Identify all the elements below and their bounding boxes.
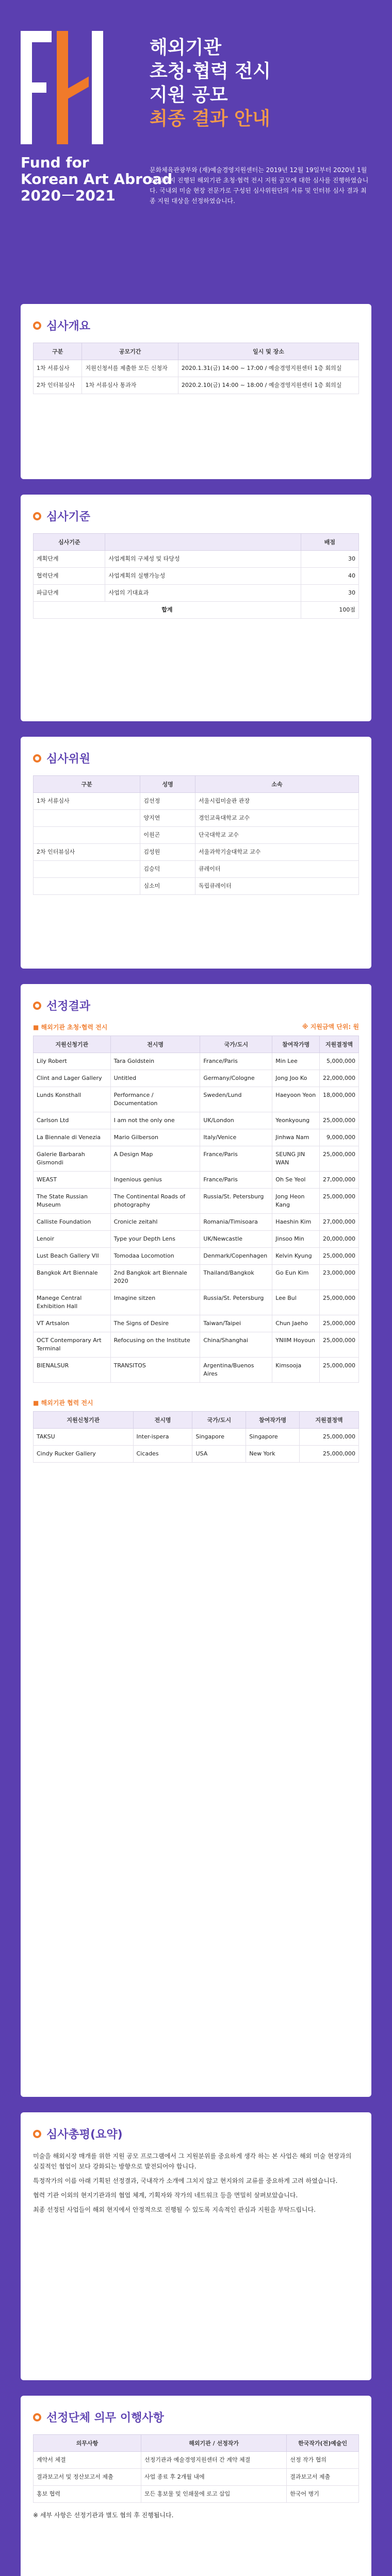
overview-table xyxy=(33,343,359,394)
jury-table xyxy=(33,775,359,895)
table-row: Bangkok Art Biennale 2nd Bangkok art Biennale 2020 Thailand/Bangkok Go Eun Kim 23,000,000 xyxy=(34,1265,359,1290)
table-header: 구분 xyxy=(34,776,140,793)
table-row: 홍보 협력 모든 홍보물 및 인쇄물에 로고 삽입 한국어 병기 xyxy=(34,2486,359,2503)
table-header: 배점 xyxy=(301,534,358,551)
table-row: Manege Central Exhibition Hall Imagine sitzen Russia/St. Petersburg Lee Bul 25,000,000 xyxy=(34,1290,359,1315)
table-row: TAKSU Inter-ispera Singapore Singapore 25,000,000 xyxy=(34,1429,359,1446)
table-row: Carlson Ltd I am not the only one UK/London Yeonkyoung 25,000,000 xyxy=(34,1112,359,1129)
table-row: 1차 서류심사 지원신청서를 제출한 모든 신청자 2020.1.31(금) 14:00 ~ 17:00 / 예술경영지원센터 1층 회의실 xyxy=(34,360,359,377)
section-obligations xyxy=(21,2396,371,2576)
results-subtitle: ■ 해외기관 초청·협력 전시 xyxy=(33,1024,108,1031)
table-row: Clint and Lager Gallery Untitled Germany/Cologne Jong Joo Ko 22,000,000 xyxy=(34,1070,359,1087)
table-header: 해외기관 / 선정작가 xyxy=(141,2435,287,2452)
table-row: 결과보고서 및 정산보고서 제출 사업 종료 후 2개월 내에 결과보고서 제출 xyxy=(34,2469,359,2486)
intro-text: 문화체육관광부와 (재)예술경영지원센터는 2019년 12월 19일부터 2020년 1월 23일까지 진행된 해외기관 초청·협력 전시 지원 공모에 대한 심사를 진행하였습니다. 국내외 미술 현장 전문가로 구성된 심사위원단의 서류 및 인터뷰 심사 결과 최종 지원 대상을 선정하였습니다. xyxy=(150,166,369,205)
table-row: Galerie Barbarah Gismondi A Design Map France/Paris SEUNG JIN WAN 25,000,000 xyxy=(34,1146,359,1172)
summary-text: 특정작가의 이름 아래 기획된 선정결과, 국내작가 소개에 그치지 않고 현지와의 교류를 중요하게 고려 하였습니다. xyxy=(33,2177,338,2184)
table-header: 전시명 xyxy=(133,1412,192,1429)
title-line-3: 지원 공모 xyxy=(150,84,228,106)
bullet-icon xyxy=(33,1002,41,1010)
results-table xyxy=(33,1036,359,1383)
table-row: Lenoir Type your Depth Lens UK/Newcastle Jinsoo Min 20,000,000 xyxy=(34,1231,359,1248)
summary-text: 최종 선정된 사업들이 해외 현지에서 안정적으로 진행될 수 있도록 지속적인 관심과 지원을 부탁드립니다. xyxy=(33,2206,316,2213)
table-row: 2차 인터뷰심사 1차 서류심사 통과자 2020.2.10(금) 14:00 ~ 18:00 / 예술경영지원센터 1층 회의실 xyxy=(34,377,359,394)
section-title: 선정결과 xyxy=(46,1000,91,1013)
bullet-icon xyxy=(33,512,41,520)
bullet-icon xyxy=(33,754,41,762)
section-title: 심사기준 xyxy=(46,511,91,523)
table-row: La Biennale di Venezia Mario Gilberson Italy/Venice Jinhwa Nam 9,000,000 xyxy=(34,1129,359,1146)
table-row: 1차 서류심사 김선정 서울시립미술관 관장 xyxy=(34,793,359,810)
summary-text: 미술을 해외시장 매개를 위한 지원 공모 프로그램에서 그 지원분위를 중요하게 생각 하는 본 사업은 해외 미술 현장과의 실질적인 협업이 보다 강화되는 방향으로 발전되어야 합니다. xyxy=(33,2153,352,2170)
table-header: 지원결정액 xyxy=(319,1036,358,1053)
title-line-2: 초청·협력 전시 xyxy=(150,61,271,82)
unit-note: ※ 지원금액 단위: 원 xyxy=(302,1023,359,1030)
section-title: 심사위원 xyxy=(46,753,91,766)
table-row: Calliste Foundation Cronicle zeitahl Romania/Timisoara Haeshin Kim 27,000,000 xyxy=(34,1214,359,1231)
fund-title: Fund for Korean Art Abroad 2020－2021 xyxy=(21,154,173,204)
table-row: VT Artsalon The Signs of Desire Taiwan/Taipei Chun Jaeho 25,000,000 xyxy=(34,1315,359,1332)
section-title: 심사총평(요약) xyxy=(46,2128,123,2141)
obligation-note: ※ 세부 사항은 선정기관과 별도 협의 후 진행됩니다. xyxy=(33,2512,174,2519)
section-criteria xyxy=(21,495,371,721)
table-header: 구분 xyxy=(34,343,82,360)
table-row: Lust Beach Gallery VII Tomodaa Locomotion Denmark/Copenhagen Kelvin Kyung 25,000,000 xyxy=(34,1248,359,1265)
table-row: 양지연 경인교육대학교 교수 xyxy=(34,810,359,827)
table-header xyxy=(105,534,301,551)
table-row: The State Russian Museum The Continental Roads of photography Russia/St. Petersburg Jong Heon Kang 25,000,000 xyxy=(34,1189,359,1214)
table-header: 소속 xyxy=(195,776,359,793)
section-title: 심사개요 xyxy=(46,320,91,333)
table-row: 김승덕 큐레이터 xyxy=(34,861,359,878)
title-block xyxy=(150,36,271,131)
table-header: 참여작가명 xyxy=(246,1412,300,1429)
title-line-4: 최종 결과 안내 xyxy=(150,108,270,129)
table-row: 계획단계 사업계획의 구체성 및 타당성 30 xyxy=(34,551,359,568)
table-header: 공모기간 xyxy=(82,343,178,360)
section-title: 선정단체 의무 이행사항 xyxy=(46,2412,164,2425)
table-row: 2차 인터뷰심사 김성원 서울과학기술대학교 교수 xyxy=(34,844,359,861)
criteria-table xyxy=(33,533,359,619)
table-row: OCT Contemporary Art Terminal Refocusing on the Institute China/Shanghai YNIIM Hoyoun 25,000,000 xyxy=(34,1332,359,1358)
table-row: Lily Robert Tara Goldstein France/Paris Min Lee 5,000,000 xyxy=(34,1053,359,1070)
bullet-icon xyxy=(33,2413,41,2421)
table-row: Cindy Rucker Gallery Cicades USA New York 25,000,000 xyxy=(34,1446,359,1463)
bullet-icon xyxy=(33,321,41,330)
table-header: 국가/도시 xyxy=(192,1412,246,1429)
table-header: 성명 xyxy=(140,776,195,793)
table-header: 국가/도시 xyxy=(200,1036,272,1053)
table-header: 심사기준 xyxy=(34,534,105,551)
table-row: 합계 100점 xyxy=(34,602,359,619)
table-header: 전시명 xyxy=(110,1036,200,1053)
table-row: 심소미 독립큐레이터 xyxy=(34,878,359,895)
section-review-summary xyxy=(21,2112,371,2380)
table-header: 지원신청기관 xyxy=(34,1412,134,1429)
table-header: 지원신청기관 xyxy=(34,1036,111,1053)
section-results xyxy=(21,984,371,2097)
results-table-2 xyxy=(33,1411,359,1463)
bullet-icon xyxy=(33,2130,41,2138)
section-jury xyxy=(21,737,371,969)
obligations-table xyxy=(33,2434,359,2503)
results-subtitle-2: ■ 해외기관 협력 전시 xyxy=(33,1399,93,1406)
title-line-1: 해외기관 xyxy=(150,37,222,58)
header xyxy=(0,0,392,289)
section-review-overview xyxy=(21,304,371,479)
table-row: Lunds Konsthall Performance / Documentation Sweden/Lund Haeyoon Yeon 18,000,000 xyxy=(34,1087,359,1112)
table-header: 지원결정액 xyxy=(299,1412,358,1429)
table-header: 의무사항 xyxy=(34,2435,141,2452)
table-header: 참여작가명 xyxy=(272,1036,320,1053)
summary-text: 협력 기관 이외의 현지기관과의 협업 체계, 기획자와 작가의 네트워크 등을 면밀히 살펴보았습니다. xyxy=(33,2192,298,2199)
table-header: 일시 및 장소 xyxy=(178,343,358,360)
table-row: BIENALSUR TRANSITOS Argentina/Buenos Aires Kimsooja 25,000,000 xyxy=(34,1358,359,1383)
table-row: 계약서 체결 선정기관과 예술경영지원센터 간 계약 체결 선정 작가 협의 xyxy=(34,2452,359,2469)
table-row: 이원곤 단국대학교 교수 xyxy=(34,827,359,844)
table-row: WEAST Ingenious genius France/Paris Oh Se Yeol 27,000,000 xyxy=(34,1172,359,1189)
table-row: 협력단계 사업계획의 실행가능성 40 xyxy=(34,568,359,585)
table-row: 파급단계 사업의 기대효과 30 xyxy=(34,585,359,602)
table-header: 한국작가(전)예술인 xyxy=(287,2435,359,2452)
logo xyxy=(21,31,103,144)
